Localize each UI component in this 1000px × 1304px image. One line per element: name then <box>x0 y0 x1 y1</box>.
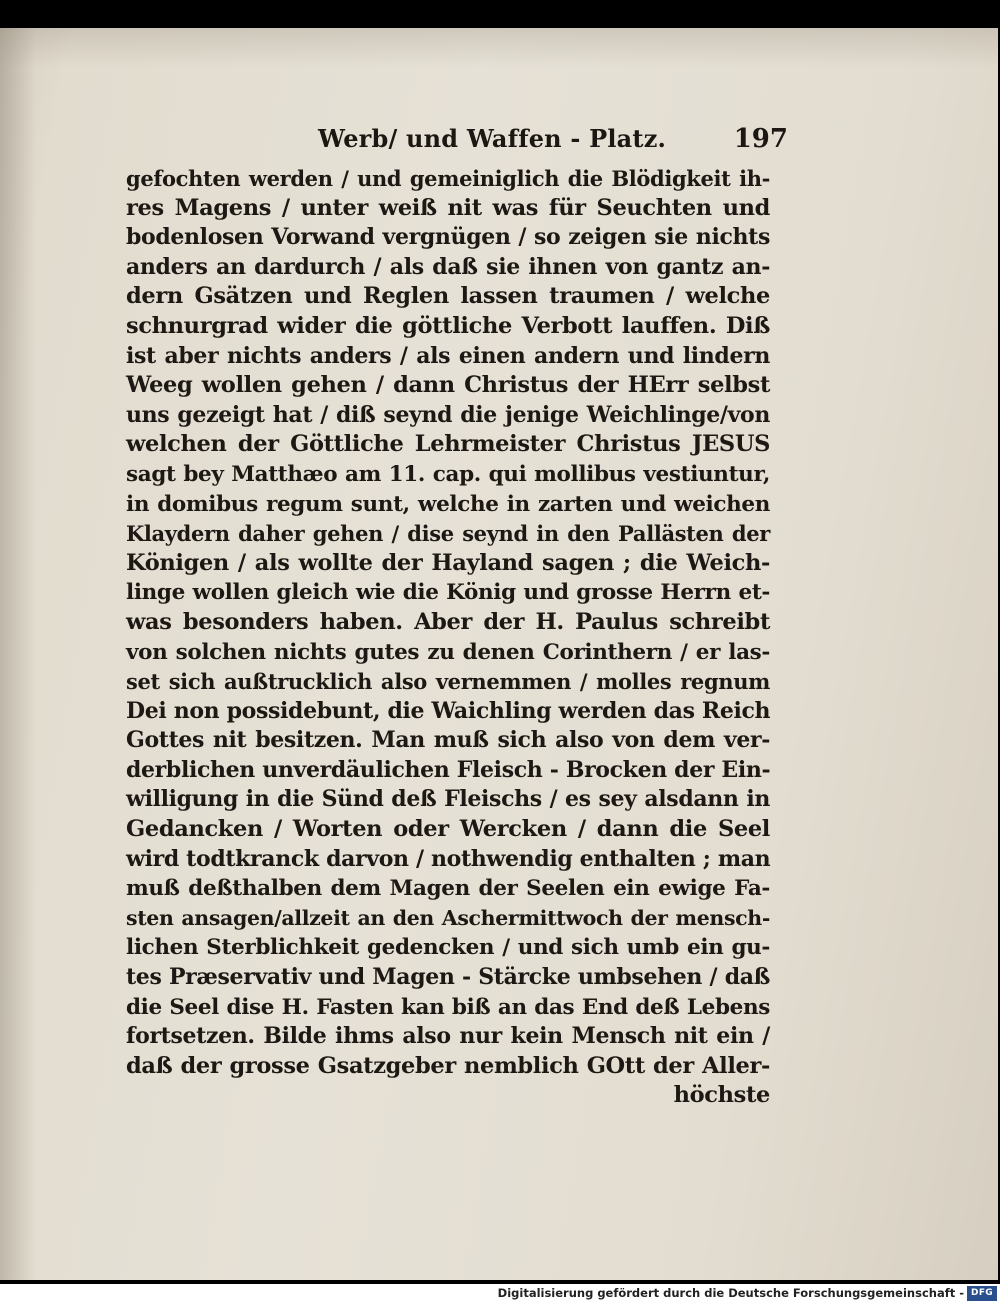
text-line: muß deßthalben dem Magen der Seelen ein ewige Fa- <box>126 876 770 902</box>
text-line: welchen der Göttliche Lehrmeister Christus JESUS <box>126 431 770 458</box>
text-line: willigung in die Sünd deß Fleischs / es sey alsdann in <box>126 786 770 813</box>
running-head: Werb/ und Waffen - Platz. <box>318 124 667 153</box>
text-line: wird todtkranck darvon / nothwendig enthalten ; man <box>126 845 771 872</box>
text-line: gefochten werden / und gemeiniglich die Blödigkeit ih- <box>126 166 770 191</box>
page-header <box>318 124 788 164</box>
text-line: Gottes nit besitzen. Man muß sich also von dem ver- <box>126 727 770 754</box>
text-line: ist aber nichts anders / als einen andern und lindern <box>126 342 770 369</box>
text-line: lichen Sterblichkeit gedencken / und sich umb ein gu- <box>126 935 770 961</box>
text-line: set sich außtrucklich also vernemmen / molles regnum <box>126 669 770 695</box>
text-line: daß der grosse Gsatzgeber nemblich GOtt der Aller- <box>126 1052 770 1079</box>
text-line: uns gezeigt hat / diß seynd die jenige Weichlinge/von <box>126 401 770 428</box>
text-line: bodenlosen Vorwand vergnügen / so zeigen sie nichts <box>126 224 770 251</box>
footer-bar <box>0 1284 1000 1304</box>
text-line: dern Gsätzen und Reglen lassen traumen / welche <box>126 283 770 310</box>
text-line: höchste <box>673 1082 770 1109</box>
text-line: die Seel dise H. Fasten kan biß an das End deß Lebens <box>126 994 770 1020</box>
text-line: von solchen nichts gutes zu denen Corinthern / er las- <box>126 639 770 665</box>
text-line: Klaydern daher gehen / dise seynd in den Pallästen der <box>126 521 770 547</box>
text-line: sagt bey Matthæo am 11. cap. qui mollibus vestiuntur, <box>126 461 770 487</box>
text-line: was besonders haben. Aber der H. Paulus schreibt <box>126 608 770 635</box>
body-text <box>126 164 770 1111</box>
text-line: sten ansagen/allzeit an den Aschermittwoch der mensch- <box>126 905 770 930</box>
text-line: Gedancken / Worten oder Wercken / dann die Seel <box>126 816 770 843</box>
text-line: schnurgrad wider die göttliche Verbott lauffen. Diß <box>126 312 770 339</box>
book-page <box>0 28 998 1280</box>
text-line: in domibus regum sunt, welche in zarten und weichen <box>126 491 770 517</box>
page-number: 197 <box>733 124 788 154</box>
digitization-credit: Digitalisierung gefördert durch die Deutsche Forschungsgemeinschaft - <box>497 1286 964 1300</box>
dfg-logo: DFG <box>967 1286 997 1301</box>
text-line: anders an dardurch / als daß sie ihnen von gantz an- <box>126 253 770 280</box>
text-line: res Magens / unter weiß nit was für Seuchten und <box>126 194 770 221</box>
text-line: linge wollen gleich wie die König und grosse Herrn et- <box>126 580 770 606</box>
text-line: Königen / als wollte der Hayland sagen ; die Weich- <box>126 549 770 576</box>
text-line: derblichen unverdäulichen Fleisch - Brocken der Ein- <box>126 756 771 783</box>
text-line: fortsetzen. Bilde ihms also nur kein Mensch nit ein / <box>126 1023 770 1050</box>
text-line: tes Præservativ und Magen - Stärcke umbsehen / daß <box>126 964 770 991</box>
text-line: Dei non possidebunt, die Waichling werden das Reich <box>126 697 771 724</box>
text-line: Weeg wollen gehen / dann Christus der HErr selbst <box>126 372 770 399</box>
